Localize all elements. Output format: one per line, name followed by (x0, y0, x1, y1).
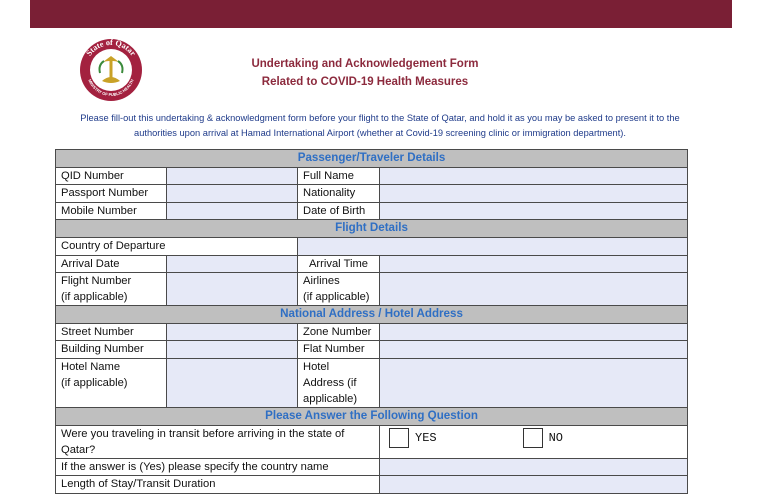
building-field[interactable] (167, 341, 298, 359)
section-question-header: Please Answer the Following Question (56, 407, 688, 425)
arrival-date-label: Arrival Date (56, 255, 167, 273)
transit-answer-options (385, 426, 682, 448)
section-flight-header: Flight Details (56, 220, 688, 238)
length-stay-field[interactable] (380, 476, 688, 494)
hotel-name-label (56, 358, 167, 407)
airlines-field[interactable] (380, 273, 688, 306)
form-title-line1: Undertaking and Acknowledgement Form (251, 58, 479, 70)
yes-checkbox[interactable] (389, 428, 409, 448)
svg-text:MINISTRY OF PUBLIC HEALTH: MINISTRY OF PUBLIC HEALTH (87, 78, 135, 98)
nationality-label: Nationality (298, 185, 380, 203)
nationality-field[interactable] (380, 185, 688, 203)
building-label: Building Number (56, 341, 167, 359)
transit-answer-cell (380, 425, 688, 458)
flight-number-field[interactable] (167, 273, 298, 306)
airlines-note: (if applicable) (303, 291, 370, 304)
passport-field[interactable] (167, 185, 298, 203)
length-stay-label: Length of Stay/Transit Duration (56, 476, 380, 494)
hotel-address-label (298, 358, 380, 407)
transit-question-line2: Qatar? (61, 443, 96, 456)
section-passenger-header: Passenger/Traveler Details (56, 150, 688, 168)
dob-field[interactable] (380, 202, 688, 220)
airlines-label (298, 273, 380, 306)
instructions-line1: Please fill-out this undertaking & acknowledgment form before your flight to the State of Qatar, and hold it as you may be asked to present it to the (80, 113, 680, 123)
qid-field[interactable] (167, 167, 298, 185)
no-label: NO (548, 430, 564, 445)
qid-label: QID Number (56, 167, 167, 185)
arrival-time-label: Arrival Time (298, 255, 380, 273)
hotel-address-line3: applicable) (303, 392, 358, 405)
hotel-address-field[interactable] (380, 358, 688, 407)
top-banner (30, 0, 732, 28)
specify-country-label: If the answer is (Yes) please specify the country name (56, 458, 380, 476)
covid-form-table (55, 149, 688, 494)
country-departure-label: Country of Departure (56, 237, 298, 255)
arrival-date-field[interactable] (167, 255, 298, 273)
zone-label: Zone Number (298, 323, 380, 341)
zone-field[interactable] (380, 323, 688, 341)
flat-field[interactable] (380, 341, 688, 359)
instructions-line2: authorities upon arrival at Hamad International Airport (whether at Covid-19 screening clinic or immigration department). (134, 128, 626, 138)
specify-country-field[interactable] (380, 458, 688, 476)
street-label: Street Number (56, 323, 167, 341)
section-address-header: National Address / Hotel Address (56, 306, 688, 324)
street-field[interactable] (167, 323, 298, 341)
mobile-label: Mobile Number (56, 202, 167, 220)
country-departure-field[interactable] (298, 237, 688, 255)
flight-number-text: Flight Number (61, 275, 132, 288)
hotel-name-note: (if applicable) (61, 376, 128, 389)
no-checkbox[interactable] (523, 428, 543, 448)
flight-number-label (56, 273, 167, 306)
flat-label: Flat Number (298, 341, 380, 359)
dob-label: Date of Birth (298, 202, 380, 220)
ministry-seal-logo (78, 37, 144, 103)
svg-text:State of Qatar: State of Qatar (84, 37, 138, 58)
instructions-text (40, 111, 720, 141)
hotel-name-text: Hotel Name (61, 360, 121, 373)
full-name-label: Full Name (298, 167, 380, 185)
yes-label: YES (415, 430, 437, 445)
passport-label: Passport Number (56, 185, 167, 203)
flight-number-note: (if applicable) (61, 291, 128, 304)
arrival-time-field[interactable] (380, 255, 688, 273)
hotel-address-line2: Address (if (303, 376, 357, 389)
transit-question-line1: Were you traveling in transit before arriving in the state of (61, 427, 345, 440)
hotel-name-field[interactable] (167, 358, 298, 407)
transit-question (56, 425, 380, 458)
airlines-text: Airlines (303, 275, 340, 288)
form-title-line2: Related to COVID-19 Health Measures (261, 76, 469, 88)
form-title (215, 55, 515, 91)
mobile-field[interactable] (167, 202, 298, 220)
hotel-address-line1: Hotel (303, 360, 330, 373)
full-name-field[interactable] (380, 167, 688, 185)
